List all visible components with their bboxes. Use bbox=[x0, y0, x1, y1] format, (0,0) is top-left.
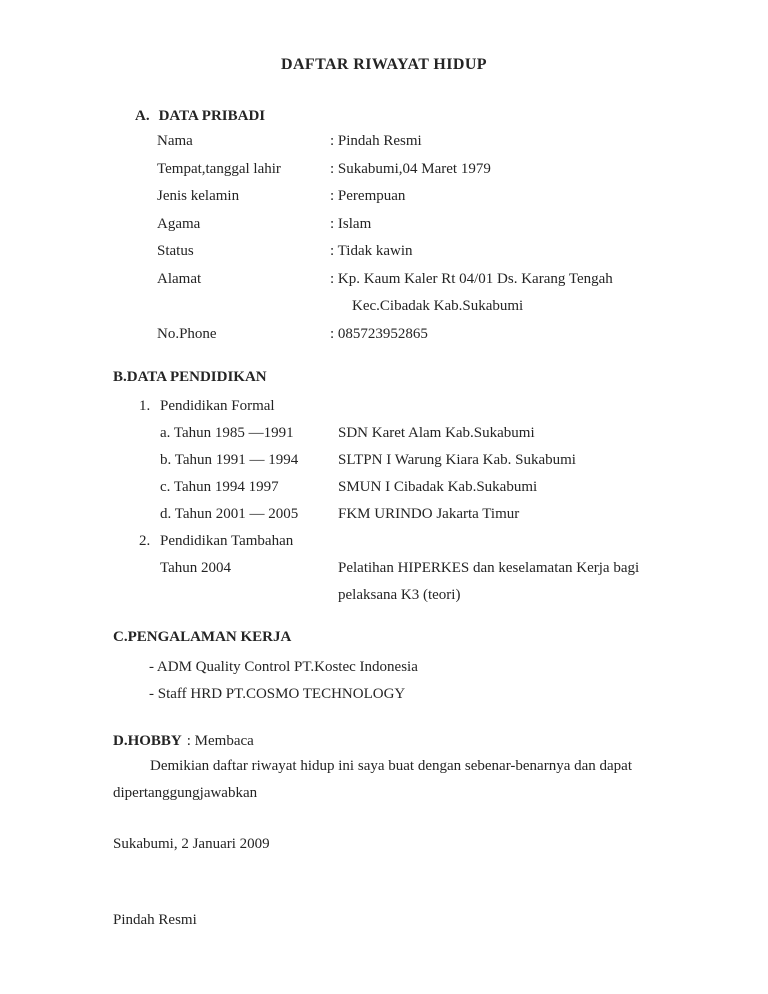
work-experience-list bbox=[149, 654, 418, 708]
additional-education-title bbox=[139, 528, 639, 555]
row-nama-value: : Pindah Resmi bbox=[330, 133, 422, 149]
signature-name: Pindah Resmi bbox=[113, 912, 197, 928]
formal-education-number: 1. bbox=[139, 398, 151, 414]
education-row-a-school: SDN Karet Alam Kab.Sukabumi bbox=[338, 425, 535, 441]
row-phone-value: : 085723952865 bbox=[330, 325, 428, 342]
additional-education-desc-line2: pelaksana K3 (teori) bbox=[338, 587, 461, 603]
work-experience-item: - ADM Quality Control PT.Kostec Indonesia bbox=[149, 659, 418, 675]
education-row-c-school: SMUN I Cibadak Kab.Sukabumi bbox=[338, 479, 538, 495]
row-phone-label: No.Phone bbox=[157, 325, 217, 342]
additional-education-row bbox=[139, 555, 639, 582]
row-jenis-kelamin-label: Jenis kelamin bbox=[157, 188, 240, 204]
education-row-c-period: c. Tahun 1994 1997 bbox=[160, 479, 279, 495]
section-c-heading: C.PENGALAMAN KERJA bbox=[113, 629, 292, 645]
education-list bbox=[139, 393, 639, 609]
row-nama bbox=[157, 128, 613, 156]
closing-statement-line1: Demikian daftar riwayat hidup ini saya buat dengan sebenar-benarnya dan dapat bbox=[150, 758, 633, 774]
education-row-d-school: FKM URINDO Jakarta Timur bbox=[338, 506, 520, 522]
document-title: DAFTAR RIWAYAT HIDUP bbox=[281, 56, 487, 73]
section-d-heading: D.HOBBY bbox=[113, 733, 182, 749]
row-agama-label: Agama bbox=[157, 215, 201, 232]
row-jenis-kelamin-value: : Perempuan bbox=[330, 188, 406, 204]
additional-education-period: Tahun 2004 bbox=[160, 560, 232, 576]
education-row-c bbox=[139, 474, 639, 501]
formal-education-title bbox=[139, 393, 639, 420]
additional-education-desc: Pelatihan HIPERKES dan keselamatan Kerja bagi bbox=[338, 560, 640, 576]
education-row-d bbox=[139, 501, 639, 528]
row-status-value: : Tidak kawin bbox=[330, 243, 413, 259]
signature-place-date: Sukabumi, 2 Januari 2009 bbox=[113, 836, 270, 852]
section-a-label: DATA PRIBADI bbox=[158, 108, 266, 124]
section-d-hobby bbox=[113, 733, 254, 750]
row-status bbox=[157, 238, 613, 266]
section-a-heading bbox=[135, 108, 265, 125]
row-ttl bbox=[157, 156, 613, 184]
row-status-label: Status bbox=[157, 243, 194, 259]
education-row-a bbox=[139, 420, 639, 447]
section-b-heading: B.DATA PENDIDIKAN bbox=[113, 369, 267, 385]
additional-education-label: Pendidikan Tambahan bbox=[160, 533, 294, 549]
row-agama bbox=[157, 211, 613, 239]
education-row-a-period: a. Tahun 1985 —1991 bbox=[160, 425, 294, 441]
row-ttl-label: Tempat,tanggal lahir bbox=[157, 160, 281, 177]
row-phone bbox=[157, 321, 613, 349]
section-a-number: A. bbox=[135, 108, 150, 124]
education-row-b-period: b. Tahun 1991 — 1994 bbox=[160, 452, 299, 468]
row-alamat-value: : Kp. Kaum Kaler Rt 04/01 Ds. Karang Tengah bbox=[330, 270, 613, 287]
row-nama-label: Nama bbox=[157, 133, 193, 149]
education-row-b-school: SLTPN I Warung Kiara Kab. Sukabumi bbox=[338, 452, 576, 468]
row-ttl-value: : Sukabumi,04 Maret 1979 bbox=[330, 160, 491, 177]
formal-education-label: Pendidikan Formal bbox=[160, 398, 275, 414]
work-experience-item: - Staff HRD PT.COSMO TECHNOLOGY bbox=[149, 686, 406, 702]
education-row-d-period: d. Tahun 2001 — 2005 bbox=[160, 506, 299, 522]
additional-education-number: 2. bbox=[139, 533, 151, 549]
row-alamat-line2: Kec.Cibadak Kab.Sukabumi bbox=[352, 298, 524, 314]
row-agama-value: : Islam bbox=[330, 215, 372, 232]
row-alamat bbox=[157, 266, 613, 294]
personal-data-list bbox=[157, 128, 613, 348]
closing-statement-line2: dipertanggungjawabkan bbox=[113, 785, 258, 801]
row-alamat-label: Alamat bbox=[157, 270, 202, 287]
row-jenis-kelamin bbox=[157, 183, 613, 211]
education-row-b bbox=[139, 447, 639, 474]
section-d-value: : Membaca bbox=[186, 733, 254, 749]
